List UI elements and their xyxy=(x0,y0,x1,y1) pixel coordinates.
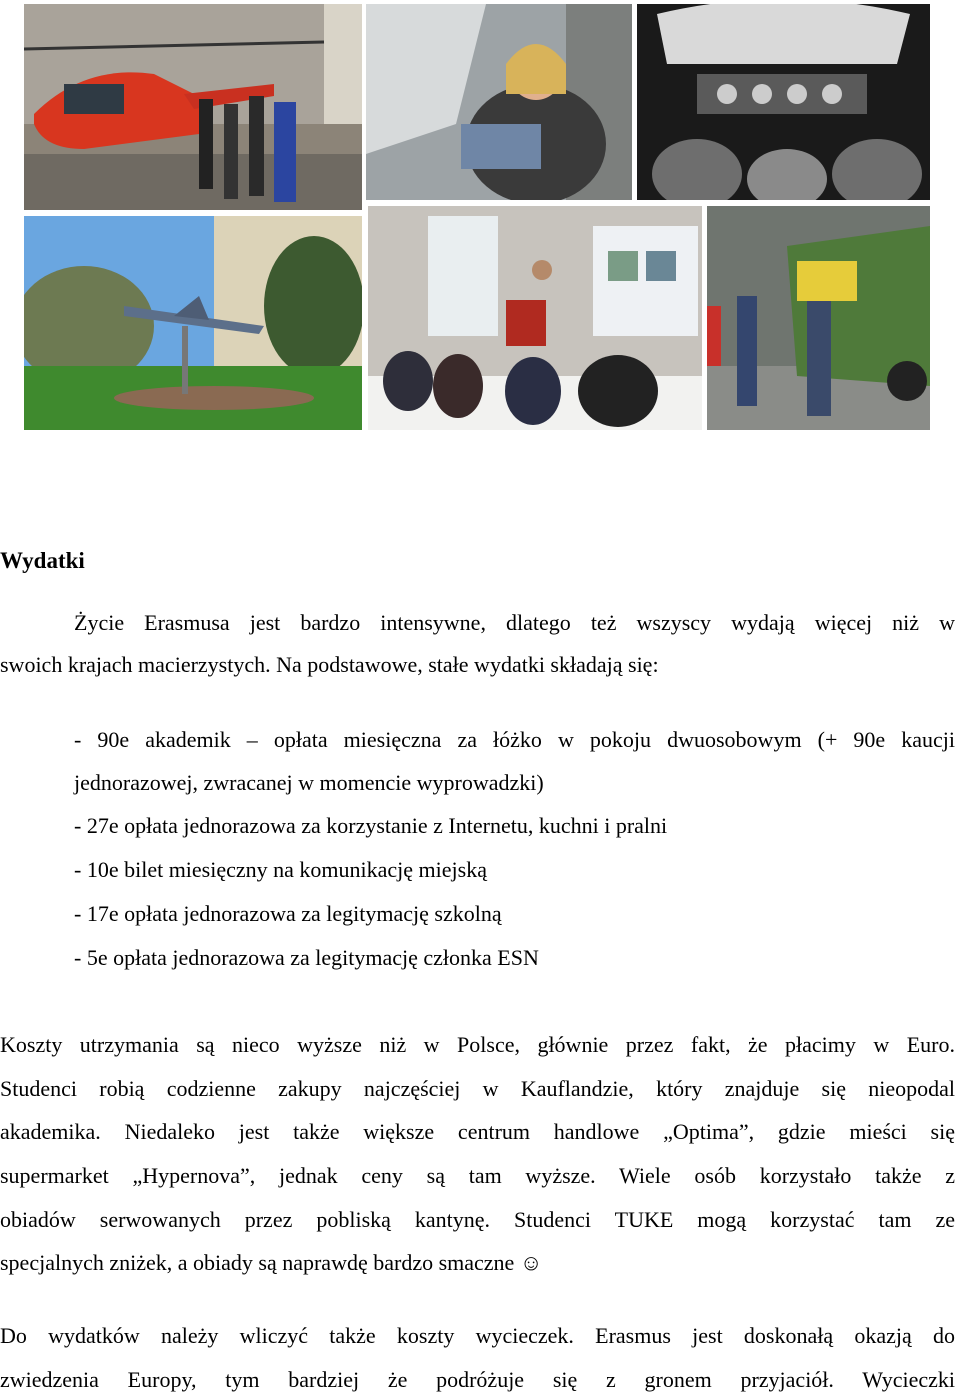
list-item-4: - 17e opłata jednorazowa za legitymację szkolną xyxy=(74,901,502,926)
list-item-5: - 5e opłata jednorazowa za legitymację członka ESN xyxy=(74,945,539,970)
para2-text-1: Koszty utrzymania są nieco wyższe niż w Polsce, głównie przez fakt, że płacimy w Euro. xyxy=(0,1032,955,1057)
photo-lecture-room xyxy=(368,206,702,430)
intro-line-1 xyxy=(74,612,955,634)
para2-line-4 xyxy=(0,1165,955,1187)
para2-text-5: obiadów serwowanych przez pobliską kantynę. Studenci TUKE mogą korzystać tam ze xyxy=(0,1207,955,1232)
para2-line-3 xyxy=(0,1121,955,1143)
photo-jet-monument xyxy=(24,216,362,430)
section-heading: Wydatki xyxy=(0,548,85,573)
list-item-1 xyxy=(74,729,955,751)
para3-line-1 xyxy=(0,1325,955,1347)
para2-line-5 xyxy=(0,1209,955,1231)
para2-line-1 xyxy=(0,1034,955,1056)
intro-text-1: Życie Erasmusa jest bardzo intensywne, dlatego też wszyscy wydają więcej niż w xyxy=(74,610,955,635)
photo-cockpit-girl xyxy=(366,4,632,200)
para3-text-2: zwiedzenia Europy, tym bardziej że podróżuje się z gronem przyjaciół. Wycieczki xyxy=(0,1367,955,1392)
photo-helicopter-hangar xyxy=(24,4,362,210)
photo-cockpit-instruments xyxy=(637,4,930,200)
para3-line-2 xyxy=(0,1369,955,1391)
para2-text-4: supermarket „Hypernova”, jednak ceny są tam wyższe. Wiele osób korzystało także z xyxy=(0,1163,955,1188)
para2-line-2 xyxy=(0,1078,955,1100)
para2-line-6: specjalnych zniżek, a obiady są naprawdę bardzo smaczne ☺ xyxy=(0,1250,543,1275)
list-item-1-cont: jednorazowej, zwracanej w momencie wyprowadzki) xyxy=(74,770,544,795)
photo-green-helicopter xyxy=(707,206,930,430)
list-item-2: - 27e opłata jednorazowa za korzystanie z Internetu, kuchni i pralni xyxy=(74,813,668,838)
list-text-1: - 90e akademik – opłata miesięczna za łóżko w pokoju dwuosobowym (+ 90e kaucji xyxy=(74,727,955,752)
para2-text-2: Studenci robią codzienne zakupy najczęściej w Kauflandzie, który znajduje się nieopodal xyxy=(0,1076,955,1101)
intro-line-2: swoich krajach macierzystych. Na podstawowe, stałe wydatki składają się: xyxy=(0,652,659,677)
list-item-3: - 10e bilet miesięczny na komunikację miejską xyxy=(74,857,487,882)
para3-text-1: Do wydatków należy wliczyć także koszty wycieczek. Erasmus jest doskonałą okazją do xyxy=(0,1323,955,1348)
para2-text-3: akademika. Niedaleko jest także większe centrum handlowe „Optima”, gdzie mieści się xyxy=(0,1119,955,1144)
